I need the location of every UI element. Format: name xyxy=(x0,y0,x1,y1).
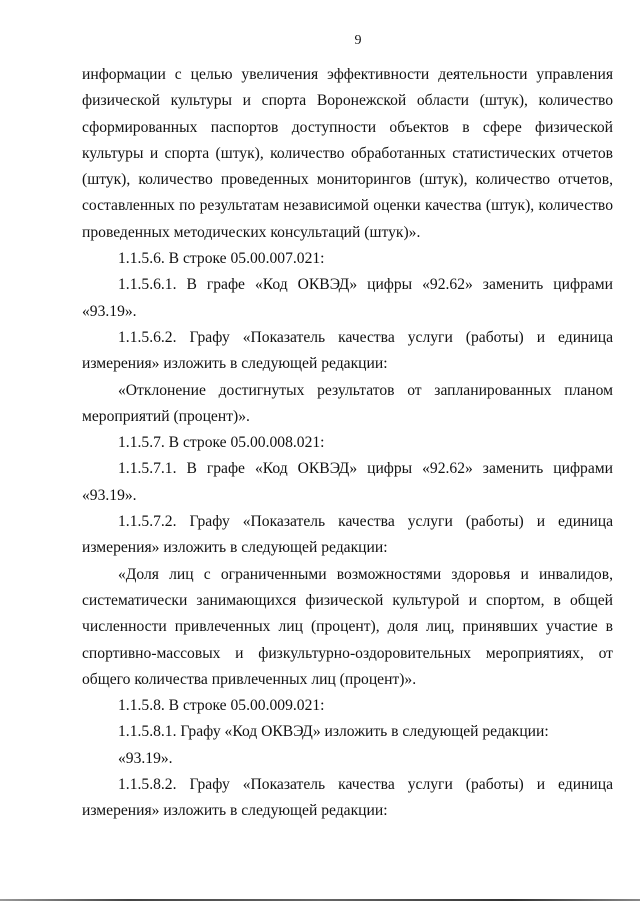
paragraph: 1.1.5.6.1. В графе «Код ОКВЭД» цифры «92.62» заменить цифрами «93.19». xyxy=(82,276,613,320)
paragraph: 1.1.5.6. В строке 05.00.007.021: xyxy=(118,250,325,268)
page-edge-line xyxy=(0,899,640,901)
paragraph: 1.1.5.8.2. Графу «Показатель качества услуги (работы) и единица измерения» изложить в следующей редакции: xyxy=(82,776,613,820)
paragraph: «93.19». xyxy=(118,749,173,767)
paragraph: 1.1.5.7.2. Графу «Показатель качества услуги (работы) и единица измерения» изложить в следующей редакции: xyxy=(82,513,613,557)
paragraph: 1.1.5.8. В строке 05.00.009.021: xyxy=(118,697,325,715)
document-body xyxy=(82,62,613,825)
paragraph: «Отклонение достигнутых результатов от запланированных планом мероприятий (процент)». xyxy=(82,381,613,425)
paragraph: 1.1.5.7.1. В графе «Код ОКВЭД» цифры «92.62» заменить цифрами «93.19». xyxy=(82,460,613,504)
paragraph: «Доля лиц с ограниченными возможностями здоровья и инвалидов, систематически занимающихся физической культурой и спортом, в общей численности привлеченных лиц (процент), доля лиц, принявших участие в спортивно-массовых и физкультурно-оздоровительных мероприятиях, от общего количества привлеченных лиц (процент)». xyxy=(82,565,613,688)
paragraph: 1.1.5.6.2. Графу «Показатель качества услуги (работы) и единица измерения» изложить в следующей редакции: xyxy=(82,328,613,373)
paragraph: информации с целью увеличения эффективности деятельности управления физической культуры и спорта Воронежской области (штук), количество сформированных паспортов доступности объектов в сфере физической культуры и спорта (штук), количество обработанных статистических отчетов (штук), количество проведенных мониторингов (штук), количество отчетов, составленных по результатам независимой оценки качества (штук), количество проведенных методических консультаций (штук)». xyxy=(82,66,613,241)
paragraph: 1.1.5.8.1. Графу «Код ОКВЭД» изложить в следующей редакции: xyxy=(118,723,549,741)
page-number: 9 xyxy=(354,33,362,48)
paragraph: 1.1.5.7. В строке 05.00.008.021: xyxy=(118,434,325,452)
